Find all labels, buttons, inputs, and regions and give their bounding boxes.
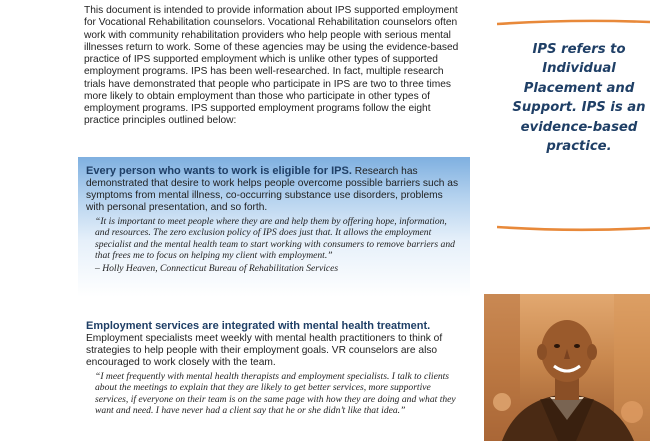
principle-paragraph <box>86 165 462 214</box>
principle-quote: “I meet frequently with mental health therapists and employment specialists. I talk to clients about the meetings to explain that they are likely to get better services, more supportive services, if everyone on their team is on the same page with how they are doing and what they want and need. I have never had a client say that he or she didn’t like that idea.” <box>95 371 456 417</box>
sidebar-callout-text: IPS refers to Individual Placement and Support. IPS is an evidence-based practice. <box>512 42 646 155</box>
bottom-divider-swash <box>497 224 650 232</box>
sidebar-callout <box>497 0 650 230</box>
principle-body: Employment specialists meet weekly with mental health practitioners to think of strategies to help people with their employment goals. VR counselors are also encouraged to work closely with the team. <box>86 333 443 368</box>
principle-section-eligibility <box>78 157 470 297</box>
principle-paragraph <box>86 320 464 369</box>
smiling-man-illustration <box>484 294 650 441</box>
worker-photo <box>484 294 650 441</box>
principle-quote: “It is important to meet people where they are and help them by offering hope, information, and resources. The zero exclusion policy of IPS does just that. It allows the employment specialist and the mental health team to start working with consumers to remove barriers and that frees me to focus on helping my client with employment.” <box>95 216 455 262</box>
quote-attribution: – Holly Heaven, Connecticut Bureau of Rehabilitation Services <box>95 262 339 274</box>
principle-body: Research has demonstrated that desire to work helps people overcome possible barriers such as symptoms from mental illness, co-occurring substance use disorders, problems with personal presentation, and so forth. <box>86 166 459 213</box>
principle-heading: Employment services are integrated with mental health treatment. <box>86 320 431 332</box>
principle-heading: Every person who wants to work is eligible for IPS. <box>86 165 352 177</box>
intro-paragraph: This document is intended to provide information about IPS supported employment for Vocational Rehabilitation counselors. Vocational Rehabilitation counselors often work with community rehabilitation providers who help people with serious mental illnesses return to work. Some of these agencies may be using the evidence-based practice of IPS supported employment which is unlike other types of supported employment programs. IPS has been well-researched. In fact, multiple research trials have demonstrated that people who participate in IPS are two to three times more likely to obtain employment than those who participate in other types of employment programs. IPS supported employment programs follow the eight practice principles outlined below: <box>84 5 459 127</box>
principle-section-integration <box>86 320 464 417</box>
top-divider-swash <box>497 19 650 27</box>
